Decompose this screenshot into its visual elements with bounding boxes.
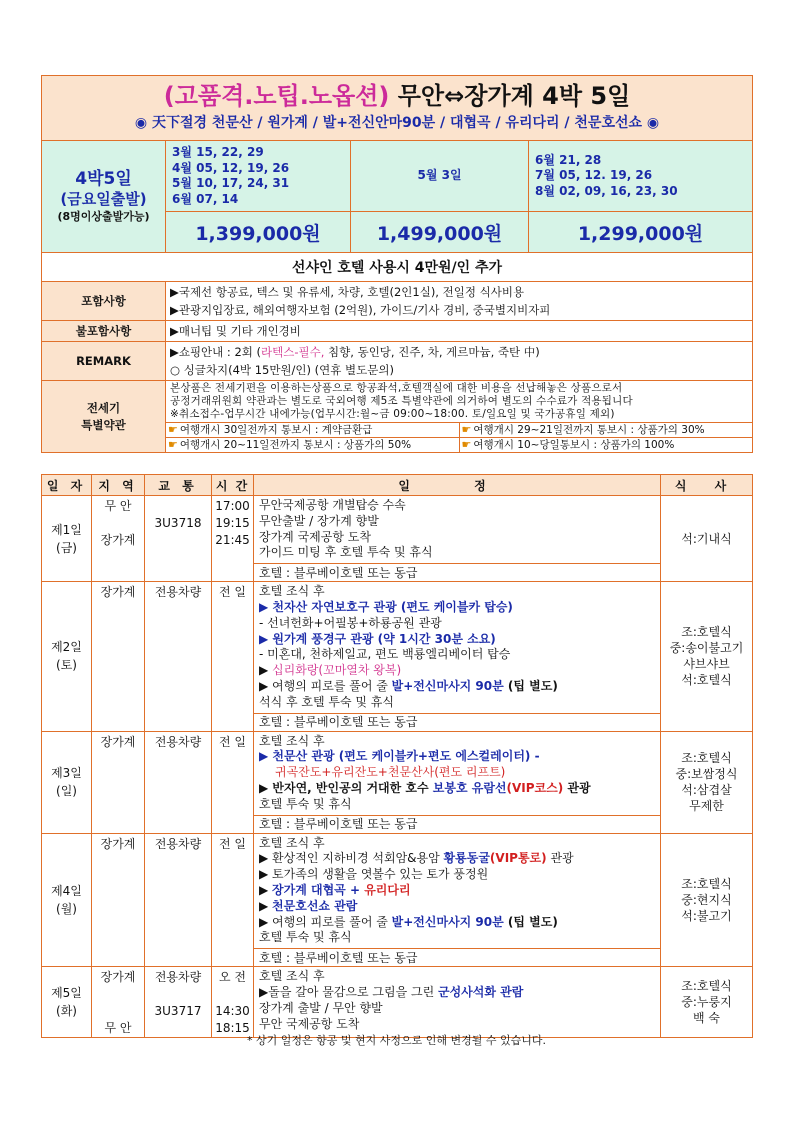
duration-main: 4박5일 xyxy=(75,168,132,189)
date-line: 6월 21, 28 xyxy=(535,152,602,167)
day-cell xyxy=(42,833,92,967)
schedule-cell xyxy=(254,496,661,564)
line-part: 십리화랑(꼬마열차 왕복) xyxy=(272,663,402,678)
included-line: ▶국제선 항공료, 텍스 및 유류세, 차량, 호텔(2인1실), 전일정 식사비용 xyxy=(170,285,525,299)
refund-item xyxy=(460,438,753,452)
excluded-label: 불포함사항 xyxy=(42,321,166,342)
transport-cell: 3U3718 xyxy=(145,496,212,582)
schedule-line: 가이드 미팅 후 호텔 투숙 및 휴식 xyxy=(259,545,433,560)
date-line: 6월 07, 14 xyxy=(172,191,239,206)
refund-item xyxy=(460,423,753,437)
hotel-line: 호텔 : 블루베이호텔 또는 동급 xyxy=(254,949,661,967)
schedule-line xyxy=(259,899,655,915)
departure-dates-3 xyxy=(529,141,753,212)
excluded-text: ▶매너팁 및 기타 개인경비 xyxy=(166,321,753,342)
price-3: 1,299,000원 xyxy=(529,212,753,253)
region-cell: 장가계 xyxy=(92,582,145,731)
page-subtitle: ◉ 天下절경 천문산 / 원가계 / 발+전신안마90분 / 대협곡 / 유리다리 / 천문호선쇼 ◉ xyxy=(134,115,660,131)
pointing-hand-icon: ☛ xyxy=(168,438,178,451)
price-1: 1,399,000원 xyxy=(166,212,351,253)
line-part: ▶돌을 갈아 물감으로 그림을 그린 xyxy=(259,984,438,999)
day-cell xyxy=(42,496,92,582)
shopping-line xyxy=(170,343,748,361)
schedule-cell xyxy=(254,582,661,713)
refund-item xyxy=(166,423,460,437)
time-cell: 전 일 xyxy=(212,731,254,833)
day-weekday: (토) xyxy=(56,658,77,673)
schedule-line: 호텔 조식 후 xyxy=(259,969,325,984)
line-part: 관광 xyxy=(563,780,591,795)
header-meal: 식 사 xyxy=(661,475,753,496)
line-part: ▶ xyxy=(259,663,273,678)
meal-cell: 조:호텔식 중:보쌈정식 석:삼겹살 무제한 xyxy=(661,731,753,833)
line-part: ▶ 여행의 피로를 풀어 줄 xyxy=(259,678,392,693)
line-part: 황룡동굴 xyxy=(443,851,490,866)
day-number: 제1일 xyxy=(51,522,82,537)
header-transport: 교 통 xyxy=(145,475,212,496)
refund-text: 여행개시 30일전까지 통보시 : 계약금환급 xyxy=(179,424,373,436)
header-date: 일 자 xyxy=(42,475,92,496)
line-part: 천문호선쇼 관람 xyxy=(272,898,358,913)
schedule-line: 장가계 국제공항 도착 xyxy=(259,529,371,544)
transport-cell: 전용차량 xyxy=(145,582,212,731)
day-weekday: (일) xyxy=(56,784,77,799)
transport-cell: 전용차량 xyxy=(145,731,212,833)
line-part: 발+전신마사지 90분 xyxy=(391,914,504,929)
day-cell xyxy=(42,967,92,1038)
refund-item xyxy=(166,438,460,452)
line-part: 군성사석화 관람 xyxy=(438,984,524,999)
schedule-line xyxy=(259,679,655,695)
shopping-post: 침향, 동인당, 진주, 차, 게르마늄, 죽탄 中) xyxy=(324,345,540,359)
schedule-line xyxy=(259,663,655,679)
included-line: ▶관광지입장료, 해외여행자보험 (2억원), 가이드/기사 경비, 중국별지비자피 xyxy=(170,303,551,317)
refund-text: 여행개시 29~21일전까지 통보시 : 상품가의 30% xyxy=(473,424,705,436)
day-cell xyxy=(42,731,92,833)
line-part: (VIP통로) xyxy=(489,851,547,866)
date-line: 3월 15, 22, 29 xyxy=(172,145,264,159)
hotel-notice: 선샤인 호텔 사용시 4만원/인 추가 xyxy=(42,253,753,282)
refund-text: 여행개시 20~11일전까지 통보시 : 상품가의 50% xyxy=(179,439,412,451)
schedule-line: - 선녀헌화+어필봉+하룡공원 관광 xyxy=(259,615,442,630)
day-number: 제4일 xyxy=(51,883,82,898)
schedule-line: ▶ 원가계 풍경구 관광 (약 1시간 30분 소요) xyxy=(259,631,496,646)
terms-label-line: 전세기 xyxy=(86,400,121,415)
schedule-line: 무안 국제공항 도착 xyxy=(259,1016,360,1031)
pointing-hand-icon: ☛ xyxy=(461,438,472,451)
day-weekday: (화) xyxy=(56,1004,77,1019)
title-main: 무안⇔장가계 4박 5일 xyxy=(397,82,631,110)
line-part: (팁 별도) xyxy=(503,678,558,693)
refund-row-2 xyxy=(166,438,753,453)
day-cell xyxy=(42,582,92,731)
region-cell: 장가계 xyxy=(92,833,145,967)
schedule-line xyxy=(259,915,655,931)
schedule-line xyxy=(259,883,655,899)
itinerary-header-row xyxy=(42,475,753,496)
refund-text: 여행개시 10~당일통보시 : 상품가의 100% xyxy=(473,439,675,451)
terms-line: 공정거래위원회 약관과는 별도로 국외여행 제5조 특별약관에 의거하여 별도의 수수료가 적용됩니다 xyxy=(170,395,633,407)
date-line: 5월 10, 17, 24, 31 xyxy=(172,176,290,190)
schedule-line: 귀곡잔도+유리잔도+천문산사(편도 리프트) xyxy=(275,765,506,780)
tour-info-table xyxy=(41,75,753,453)
departure-dates-1 xyxy=(166,141,351,212)
time-cell: 전 일 xyxy=(212,582,254,731)
transport-cell: 전용차량 3U3717 xyxy=(145,967,212,1038)
line-part: (VIP코스) xyxy=(506,780,564,795)
table-row xyxy=(42,731,753,815)
terms-label-line: 특별약관 xyxy=(81,417,126,432)
footnote: * 상기 일정은 항공 및 현지 사정으로 인해 변경될 수 있습니다. xyxy=(247,1034,546,1047)
schedule-line: 무안출발 / 장가계 향발 xyxy=(259,513,379,528)
remark-text xyxy=(166,342,753,381)
refund-row-1 xyxy=(166,423,753,438)
schedule-cell xyxy=(254,833,661,949)
schedule-line xyxy=(259,851,655,867)
schedule-line: 호텔 조식 후 xyxy=(259,584,325,599)
day-weekday: (금) xyxy=(56,540,77,555)
time-cell: 오 전 14:30 18:15 xyxy=(212,967,254,1038)
schedule-line: 석식 후 호텔 투숙 및 휴식 xyxy=(259,694,394,709)
region-cell: 무 안 장가계 xyxy=(92,496,145,582)
schedule-line: 무안국제공항 개별탑승 수속 xyxy=(259,498,406,512)
table-row xyxy=(42,833,753,949)
included-label: 포함사항 xyxy=(42,282,166,321)
line-part: ▶ xyxy=(259,882,273,897)
terms-line: 본상품은 전세기편을 이용하는상품으로 항공좌석,호텔객실에 대한 비용을 선납해놓은 상품으로서 xyxy=(170,382,623,394)
table-row xyxy=(42,496,753,564)
hotel-line: 호텔 : 블루베이호텔 또는 동급 xyxy=(254,564,661,582)
line-part: ▶ xyxy=(259,898,273,913)
hotel-line: 호텔 : 블루베이호텔 또는 동급 xyxy=(254,815,661,833)
day-number: 제2일 xyxy=(51,640,82,655)
schedule-line xyxy=(259,985,655,1001)
schedule-line: - 미혼대, 천하제일교, 편도 백룡엘리베이터 탑승 xyxy=(259,647,511,662)
schedule-line: 장가계 출발 / 무안 향발 xyxy=(259,1000,383,1015)
line-part: ▶ 반자연, 반인공의 거대한 호수 xyxy=(259,780,433,795)
line-part: 유리다리 xyxy=(364,882,411,897)
shopping-pre: ▶쇼핑안내 : 2회 ( xyxy=(170,345,262,359)
meal-cell: 조:호텔식 중:현지식 석:불고기 xyxy=(661,833,753,967)
date-line: 5월 3일 xyxy=(417,168,462,183)
included-text xyxy=(166,282,753,321)
schedule-line: 호텔 조식 후 xyxy=(259,733,325,748)
schedule-line: 호텔 투숙 및 휴식 xyxy=(259,796,352,811)
line-part: 관광 xyxy=(546,851,574,866)
duration-note: (8명이상출발가능) xyxy=(57,209,150,223)
line-part: (팁 별도) xyxy=(503,914,558,929)
schedule-line: 호텔 조식 후 xyxy=(259,835,325,850)
title-block xyxy=(42,76,753,141)
line-part: ▶ 환상적인 지하비경 석회암&용암 xyxy=(259,851,444,866)
region-cell: 장가계 xyxy=(92,731,145,833)
duration-sub: (금요일출발) xyxy=(60,189,147,208)
schedule-cell xyxy=(254,731,661,815)
line-part: ▶ 여행의 피로를 풀어 줄 xyxy=(259,914,392,929)
region-cell: 장가계 무 안 xyxy=(92,967,145,1038)
meal-cell: 조:호텔식 중:누룽지 백 숙 xyxy=(661,967,753,1038)
pointing-hand-icon: ☛ xyxy=(168,423,178,436)
schedule-line xyxy=(259,781,655,797)
transport-cell: 전용차량 xyxy=(145,833,212,967)
price-2: 1,499,000원 xyxy=(351,212,529,253)
remark-label: REMARK xyxy=(42,342,166,381)
single-charge-line: ○ 싱글차지(4박 15만원/인) (연휴 별도문의) xyxy=(170,363,394,377)
schedule-line: ▶ 토가족의 생활을 엿볼수 있는 토가 풍정원 xyxy=(259,867,489,882)
meal-cell: 석:기내식 xyxy=(661,496,753,582)
pointing-hand-icon: ☛ xyxy=(461,423,472,436)
schedule-line: ▶ 천문산 관광 (편도 케이블카+편도 에스컬레이터) - xyxy=(259,749,540,764)
duration-cell xyxy=(42,141,166,253)
shopping-mandatory: 라텍스-필수, xyxy=(261,345,325,359)
date-line: 8월 02, 09, 16, 23, 30 xyxy=(535,183,678,198)
time-cell: 17:00 19:15 21:45 xyxy=(212,496,254,582)
header-schedule: 일 정 xyxy=(254,475,661,496)
itinerary-table xyxy=(41,474,753,1038)
header-time: 시 간 xyxy=(212,475,254,496)
table-row xyxy=(42,967,753,1038)
time-cell: 전 일 xyxy=(212,833,254,967)
title-accent: (고품격.노팁.노옵션) xyxy=(163,82,390,110)
terms-label xyxy=(42,381,166,453)
schedule-line: ▶ 천자산 자연보호구 관광 (편도 케이블카 탑승) xyxy=(259,599,513,614)
line-part: 장가계 대협곡 + xyxy=(272,882,365,897)
terms-line: ※취소접수-업무시간 내에가능(업무시간:월~금 09:00~18:00. 토/일요일 및 국가공휴일 제외) xyxy=(170,408,615,420)
departure-dates-2 xyxy=(351,141,529,212)
schedule-cell xyxy=(254,967,661,1038)
meal-cell: 조:호텔식 중:송이불고기 샤브샤브 석:호텔식 xyxy=(661,582,753,731)
schedule-line: 호텔 투숙 및 휴식 xyxy=(259,930,352,945)
day-number: 제3일 xyxy=(51,766,82,781)
hotel-line: 호텔 : 블루베이호텔 또는 동급 xyxy=(254,713,661,731)
day-number: 제5일 xyxy=(51,986,82,1001)
date-line: 4월 05, 12, 19, 26 xyxy=(172,160,290,175)
line-part: 발+전신마사지 90분 xyxy=(391,678,504,693)
line-part: 보봉호 유람선 xyxy=(432,780,507,795)
header-region: 지 역 xyxy=(92,475,145,496)
date-line: 7월 05, 12. 19, 26 xyxy=(535,168,653,183)
terms-text xyxy=(166,381,753,423)
table-row xyxy=(42,582,753,713)
page-title xyxy=(42,81,752,111)
day-weekday: (월) xyxy=(56,901,77,916)
